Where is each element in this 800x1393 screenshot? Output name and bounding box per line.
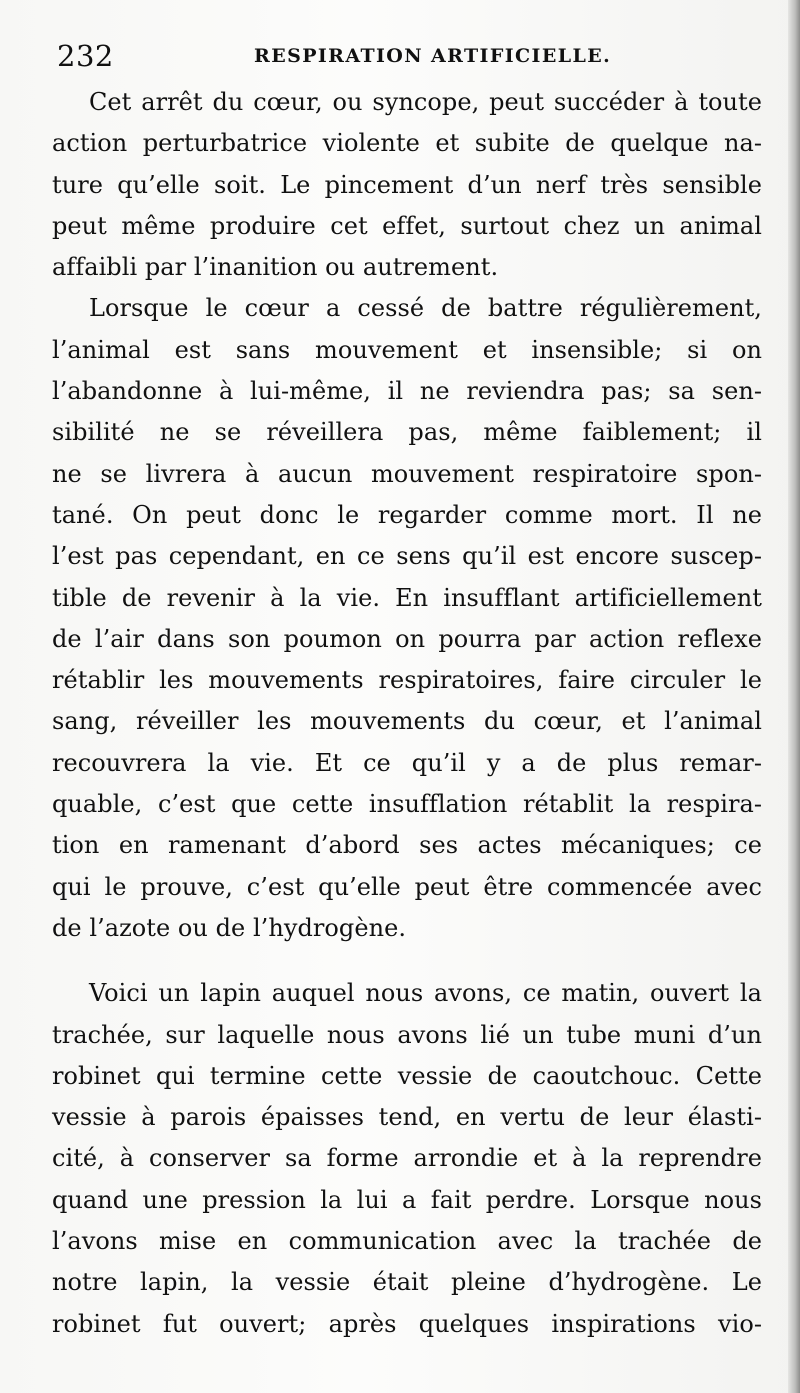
text-line: robinet qui termine cette vessie de caoutchouc. Cette [52, 1061, 762, 1090]
text-line: l’avons mise en communication avec la trachée de [52, 1227, 762, 1256]
page-number: 232 [57, 39, 114, 73]
text-line: notre lapin, la vessie était pleine d’hydrogène. Le [52, 1268, 762, 1297]
text-line: l’est pas cependant, en ce sens qu’il est encore suscep- [52, 542, 762, 571]
page-edge-shadow [788, 0, 800, 1393]
text-line: vessie à parois épaisses tend, en vertu de leur élasti- [52, 1103, 762, 1132]
text-line: de l’air dans son poumon on pourra par action reflexe [52, 624, 762, 653]
text-line: de l’azote ou de l’hydrogène. [52, 913, 407, 942]
text-line: quand une pression la lui a fait perdre. Lorsque nous [52, 1185, 762, 1214]
text-line: ne se livrera à aucun mouvement respiratoire spon- [52, 459, 762, 488]
text-line: qui le prouve, c’est qu’elle peut être commencée avec [52, 872, 762, 901]
body-text [52, 82, 762, 1345]
text-line: tible de revenir à la vie. En insufflant artificiellement [52, 583, 762, 612]
text-line: action perturbatrice violente et subite de quelque na- [52, 129, 762, 158]
text-line: Voici un lapin auquel nous avons, ce matin, ouvert la [89, 979, 762, 1008]
text-line: robinet fut ouvert; après quelques inspirations vio- [52, 1309, 762, 1338]
text-line: tané. On peut donc le regarder comme mort. Il ne [52, 500, 762, 529]
text-line: sang, réveiller les mouvements du cœur, et l’animal [52, 707, 762, 736]
paragraph-3 [52, 973, 762, 1345]
paragraph-1 [52, 82, 762, 288]
paragraph-2 [52, 288, 762, 949]
text-line: l’abandonne à lui-même, il ne reviendra pas; sa sen- [52, 377, 762, 406]
running-head: RESPIRATION ARTIFICIELLE. [254, 45, 612, 67]
text-line: recouvrera la vie. Et ce qu’il y a de plus remar- [52, 748, 762, 777]
text-line: cité, à conserver sa forme arrondie et à la reprendre [52, 1144, 762, 1173]
text-line: ture qu’elle soit. Le pincement d’un nerf très sensible [52, 170, 762, 199]
text-line: peut même produire cet effet, surtout chez un animal [52, 211, 762, 240]
text-line: Cet arrêt du cœur, ou syncope, peut succéder à toute [89, 88, 762, 116]
page-header [57, 36, 747, 76]
text-line: quable, c’est que cette insufflation rétablit la respira- [52, 790, 762, 819]
text-line: affaibli par l’inanition ou autrement. [52, 253, 499, 282]
text-line: Lorsque le cœur a cessé de battre régulièrement, [89, 294, 762, 323]
text-line: tion en ramenant d’abord ses actes mécaniques; ce [52, 831, 762, 860]
text-line: rétablir les mouvements respiratoires, faire circuler le [52, 666, 762, 695]
text-line: l’animal est sans mouvement et insensible; si on [52, 335, 762, 364]
paragraph-spacer [52, 949, 762, 973]
text-line: sibilité ne se réveillera pas, même faiblement; il [52, 418, 762, 447]
text-line: trachée, sur laquelle nous avons lié un tube muni d’un [52, 1020, 762, 1049]
